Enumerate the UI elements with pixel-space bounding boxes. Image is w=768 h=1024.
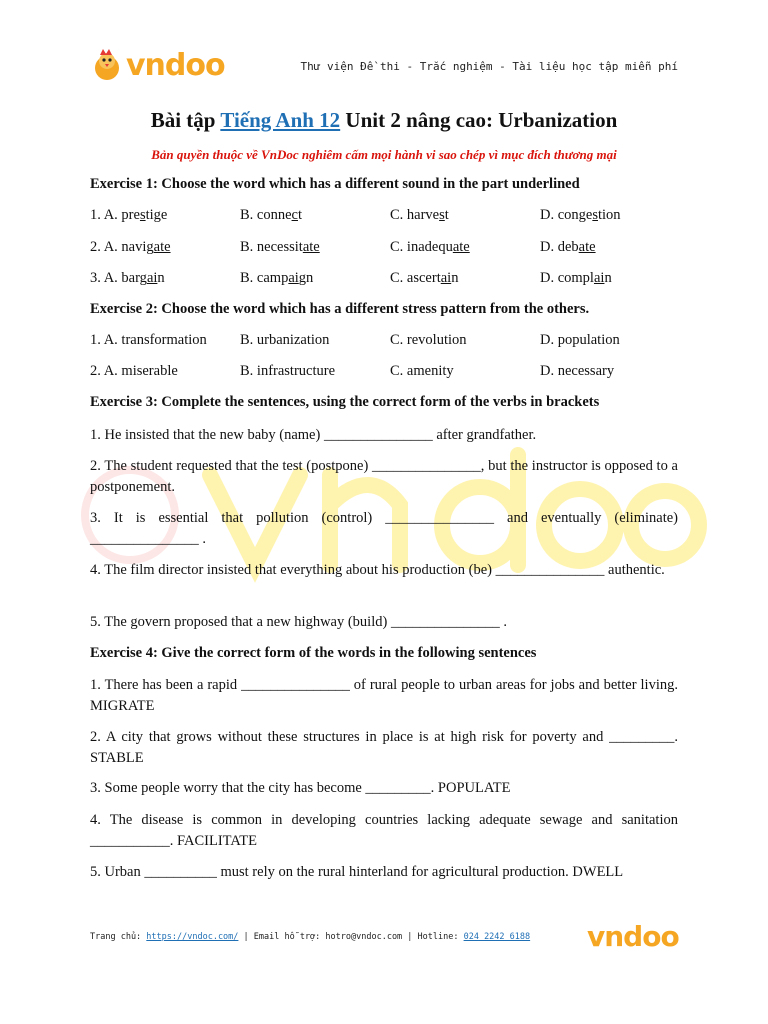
exercise4-item: 3. Some people worry that the city has become _________. POPULATE xyxy=(90,780,511,796)
option: 1. A. prestige xyxy=(90,207,168,223)
option: C. harvest xyxy=(390,207,449,223)
option: B. infrastructure xyxy=(240,363,336,379)
exercise1-heading: Exercise 1: Choose the word which has a different sound in the part underlined xyxy=(90,176,580,192)
page-title xyxy=(0,108,768,133)
option: D. debate xyxy=(540,239,596,255)
exercise4-item: 4. The disease is common in developing countries lacking adequate sewage and sanitation ___________. FACILITATE xyxy=(90,812,678,849)
exercise3-heading: Exercise 3: Complete the sentences, using the correct form of the verbs in brackets xyxy=(90,394,600,410)
footer-logo[interactable]: vndoo xyxy=(587,920,679,953)
title-prefix: Bài tập xyxy=(150,108,221,132)
option: B. urbanization xyxy=(240,332,330,348)
option: 1. A. transformation xyxy=(90,332,207,348)
exercise3-item: 5. The govern proposed that a new highway (build) _______________ . xyxy=(90,614,507,630)
exercise3-item: 3. It is essential that pollution (control) _______________ and eventually (eliminate) _______________ . xyxy=(90,510,678,547)
footer-hotline-link[interactable]: 024 2242 6188 xyxy=(463,932,531,942)
header-tagline: Thư viện Đề thi - Trắc nghiệm - Tài liệu học tập miễn phí xyxy=(300,60,678,73)
option: C. inadequate xyxy=(390,239,470,255)
logo-text: vndoo xyxy=(126,48,225,83)
option: 2. A. miserable xyxy=(90,363,178,379)
exercise3-item: 1. He insisted that the new baby (name) _______________ after grandfather. xyxy=(90,427,537,443)
exercise4-heading: Exercise 4: Give the correct form of the words in the following sentences xyxy=(90,645,537,661)
exercise2-heading: Exercise 2: Choose the word which has a different stress pattern from the others. xyxy=(90,301,590,317)
exercise3-item: 2. The student requested that the test (postpone) _______________, but the instructor is opposed to a postponement. xyxy=(90,458,678,495)
option: D. population xyxy=(540,332,620,348)
option: C. ascertain xyxy=(390,270,459,286)
option: B. connect xyxy=(240,207,303,223)
option: D. complain xyxy=(540,270,612,286)
option: 2. A. navigate xyxy=(90,239,171,255)
exercise4-item: 2. A city that grows without these structures in place is at high risk for poverty and _________. STABLE xyxy=(90,729,678,766)
page-footer xyxy=(90,932,530,942)
option: C. amenity xyxy=(390,363,454,379)
exercise4-item: 1. There has been a rapid _______________ of rural people to urban areas for jobs and better living. MIGRATE xyxy=(90,677,678,714)
option: C. revolution xyxy=(390,332,467,348)
exercise4-item: 5. Urban __________ must rely on the rural hinterland for agricultural production. DWELL xyxy=(90,864,624,880)
option: B. necessitate xyxy=(240,239,320,255)
copyright-notice: Bản quyền thuộc về VnDoc nghiêm cấm mọi hành vi sao chép vì mục đích thương mại xyxy=(151,147,617,162)
option: B. campaign xyxy=(240,270,314,286)
vndoc-logo[interactable] xyxy=(90,48,225,83)
title-link[interactable]: Tiếng Anh 12 xyxy=(220,108,341,132)
option: D. congestion xyxy=(540,207,621,223)
footer-home-link[interactable]: https://vndoc.com/ xyxy=(146,932,239,942)
option: D. necessary xyxy=(540,363,615,379)
exercise3-item: 4. The film director insisted that everything about his production (be) _______________ authentic. xyxy=(90,562,665,578)
option: 3. A. bargain xyxy=(90,270,165,286)
mascot-icon xyxy=(90,49,124,83)
page-header xyxy=(90,40,678,100)
footer-home-label: Trang chủ: xyxy=(90,932,147,942)
footer-email-text: | Email hỗ trợ: hotro@vndoc.com | Hotline: xyxy=(238,932,464,942)
title-suffix: Unit 2 nâng cao: Urbanization xyxy=(340,108,618,132)
